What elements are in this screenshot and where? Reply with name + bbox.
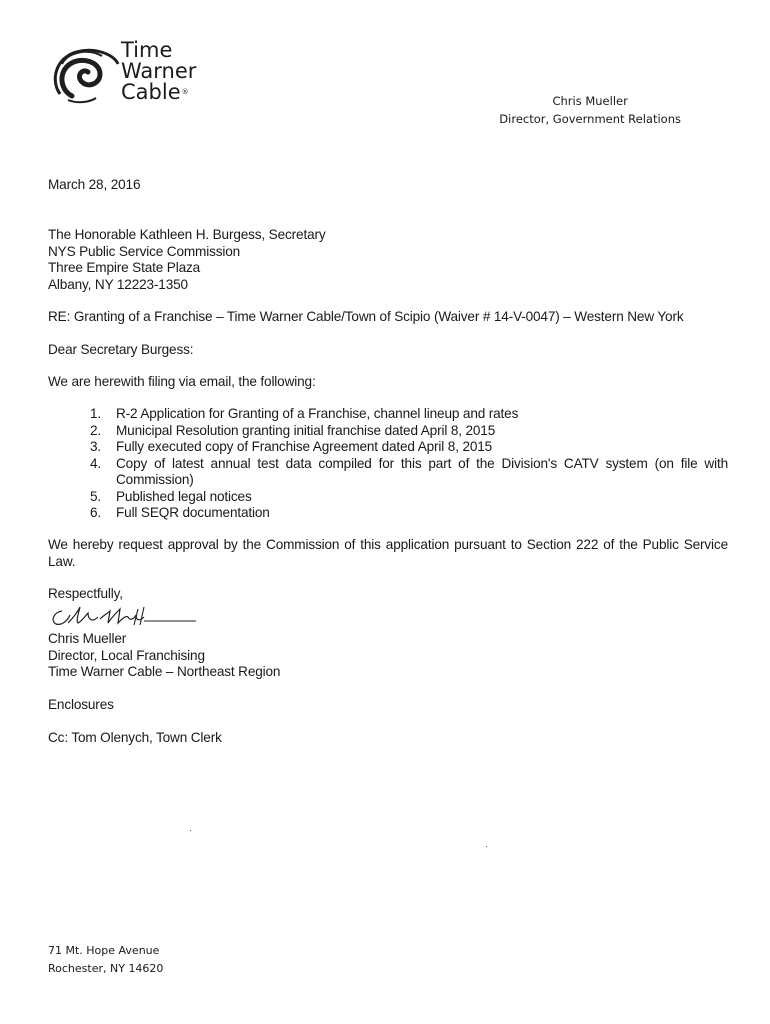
list-item xyxy=(90,456,728,489)
sender-block xyxy=(499,92,681,128)
enclosure-list xyxy=(90,406,728,522)
list-item xyxy=(90,423,728,440)
list-item-number: 1. xyxy=(90,406,102,421)
list-item-text: Copy of latest annual test data compiled for this part of the Division's CATV system (on file with Commission) xyxy=(116,455,728,487)
list-item xyxy=(90,406,728,423)
intro-paragraph: We are herewith filing via email, the following: xyxy=(48,374,316,389)
recipient-line: NYS Public Service Commission xyxy=(48,243,241,259)
sender-title: Director, Government Relations xyxy=(499,112,681,126)
list-item-text: Full SEQR documentation xyxy=(116,505,270,520)
company-logo xyxy=(48,40,218,110)
salutation: Dear Secretary Burgess: xyxy=(48,342,194,357)
signature-icon xyxy=(48,603,198,631)
eye-swirl-logo-icon xyxy=(48,42,122,106)
list-item xyxy=(90,439,728,456)
logo-line-2: Warner xyxy=(121,59,197,83)
footer-line: Rochester, NY 14620 xyxy=(48,962,164,975)
enclosures-note: Enclosures xyxy=(48,697,114,712)
recipient-address xyxy=(48,227,326,293)
recipient-line: The Honorable Kathleen H. Burgess, Secretary xyxy=(48,227,326,242)
signer-title: Director, Local Franchising xyxy=(48,647,205,663)
list-item xyxy=(90,505,728,522)
list-item-text: Fully executed copy of Franchise Agreement dated April 8, 2015 xyxy=(116,439,493,454)
list-item-text: R-2 Application for Granting of a Franchise, channel lineup and rates xyxy=(116,406,519,421)
list-item-number: 2. xyxy=(90,422,102,438)
logo-line-3: Cable xyxy=(121,80,181,104)
sender-name: Chris Mueller xyxy=(552,94,628,108)
logo-line-1: Time xyxy=(121,38,173,62)
list-item xyxy=(90,489,728,506)
list-item-number: 4. xyxy=(90,455,102,471)
list-item-text: Published legal notices xyxy=(116,488,252,504)
scan-speck xyxy=(486,846,487,847)
recipient-line: Three Empire State Plaza xyxy=(48,260,201,275)
list-item-number: 6. xyxy=(90,505,102,520)
list-item-number: 5. xyxy=(90,488,102,504)
cc-line: Cc: Tom Olenych, Town Clerk xyxy=(48,730,222,745)
list-item-number: 3. xyxy=(90,439,102,454)
closing: Respectfully, xyxy=(48,586,123,601)
scan-speck xyxy=(190,830,191,831)
signer-company: Time Warner Cable – Northeast Region xyxy=(48,664,281,679)
signer-name: Chris Mueller xyxy=(48,631,127,646)
footer-address xyxy=(48,942,163,978)
recipient-line: Albany, NY 12223-1350 xyxy=(48,276,188,292)
letter-date: March 28, 2016 xyxy=(48,177,141,192)
footer-line: 71 Mt. Hope Avenue xyxy=(48,944,160,957)
request-paragraph: We hereby request approval by the Commission of this application pursuant to Section 222 of the Public Service Law. xyxy=(48,537,728,569)
registered-mark: ® xyxy=(181,88,189,96)
signer-block xyxy=(48,631,280,681)
list-item-text: Municipal Resolution granting initial franchise dated April 8, 2015 xyxy=(116,422,496,438)
subject-line: RE: Granting of a Franchise – Time Warner Cable/Town of Scipio (Waiver # 14-V-0047) – Western New York xyxy=(48,309,684,324)
